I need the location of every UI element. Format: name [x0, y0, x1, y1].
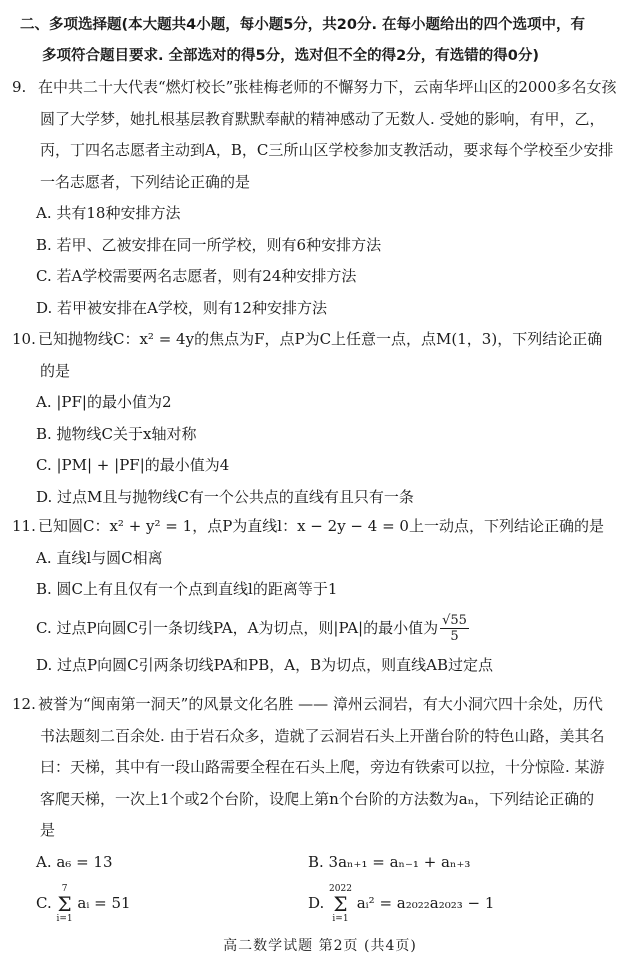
question-12-option-d: D. 2022 Σ i=1 aᵢ² = a₂₀₂₂a₂₀₂₃ − 1	[308, 884, 495, 924]
question-11-option-b: B. 圆C上有且仅有一个点到直线l的距离等于1	[36, 580, 338, 598]
question-number: 10.	[12, 330, 36, 348]
question-9-option-a: A. 共有18种安排方法	[36, 204, 181, 222]
question-9-line4: 一名志愿者，下列结论正确的是	[40, 172, 251, 191]
question-12-line3: 曰：天梯，其中有一段山路需要全程在石头上爬，旁边有铁索可以拉，十分惊险. 某游	[40, 758, 605, 776]
question-11-option-c: C. 过点P向圆C引一条切线PA，A为切点，则|PA|的最小值为 $\frac{√55}{5}$	[36, 613, 467, 644]
question-12	[12, 689, 630, 926]
summation: 2022 Σ i=1	[329, 884, 352, 924]
question-9-line2: 圆了大学梦，她扎根基层教育默默奉献的精神感动了无数人. 受她的影响，有甲，乙，	[40, 109, 605, 128]
question-12-line5: 是	[40, 821, 56, 839]
question-10-line1: 10. 已知抛物线C：x² = 4y的焦点为F，点P为C上任意一点，点M(1，3)，下列结论正确	[12, 324, 630, 356]
question-10	[12, 324, 630, 513]
question-11-option-d: D. 过点P向圆C引两条切线PA和PB，A，B为切点，则直线AB过定点	[36, 655, 493, 674]
question-10-line2: 的是	[40, 361, 71, 380]
question-12-option-b: B. 3aₙ₊₁ = aₙ₋₁ + aₙ₊₃	[308, 852, 471, 871]
question-10-option-d: D. 过点M且与抛物线C有一个公共点的直线有且只有一条	[36, 487, 414, 506]
question-9-line3: 丙，丁四名志愿者主动到A，B，C三所山区学校参加支教活动，要求每个学校至少安排	[40, 141, 614, 159]
question-9-line1: 9. 在中共二十大代表“燃灯校长”张桂梅老师的不懈努力下，云南华坪山区的2000多名女孩	[12, 72, 630, 104]
question-12-option-a: A. a₆ = 13	[36, 852, 113, 871]
question-10-option-c: C. |PM| + |PF|的最小值为4	[36, 456, 230, 474]
question-12-options-cd	[12, 880, 630, 926]
question-12-line4: 客爬天梯，一次上1个或2个台阶，设爬上第n个台阶的方法数为aₙ，下列结论正确的	[40, 789, 595, 808]
question-10-option-a: A. |PF|的最小值为2	[36, 393, 172, 411]
question-9-option-d: D. 若甲被安排在A学校，则有12种安排方法	[36, 298, 327, 317]
section-header	[20, 10, 625, 72]
question-10-option-b: B. 抛物线C关于x轴对称	[36, 424, 197, 443]
question-9-option-c: C. 若A学校需要两名志愿者，则有24种安排方法	[36, 267, 357, 285]
question-number: 12.	[12, 695, 36, 713]
question-12-options-ab	[12, 847, 630, 879]
question-9-option-b: B. 若甲、乙被安排在同一所学校，则有6种安排方法	[36, 235, 382, 254]
section-header-line2: 多项符合题目要求. 全部选对的得5分，选对但不全的得2分，有选错的得0分)	[42, 48, 539, 64]
question-12-line2: 书法题刻二百余处. 由于岩石众多，造就了云洞岩石头上开凿台阶的特色山路，美其名	[40, 726, 605, 745]
question-12-option-c: C. 7 Σ i=1 aᵢ = 51	[36, 884, 131, 924]
summation: 7 Σ i=1	[56, 884, 73, 924]
question-number: 11.	[12, 517, 36, 535]
question-9	[12, 72, 630, 324]
fraction: $\frac{√55}{5}$	[442, 613, 467, 644]
section-header-line1: 二、多项选择题(本大题共4小题，每小题5分，共20分. 在每小题给出的四个选项中，有	[20, 17, 586, 33]
question-12-line1: 12. 被誉为“闽南第一洞天”的风景文化名胜 —— 漳州云洞岩，有大小洞穴四十余处，历代	[12, 689, 630, 721]
question-11-line1: 11. 已知圆C：x² + y² = 1，点P为直线l：x − 2y − 4 = 0上一动点，下列结论正确的是	[12, 511, 630, 543]
question-number: 9.	[12, 78, 27, 96]
question-11	[12, 511, 630, 681]
page-footer: 高二数学试题 第2页 (共4页)	[223, 938, 417, 954]
question-11-option-a: A. 直线l与圆C相离	[36, 548, 163, 567]
